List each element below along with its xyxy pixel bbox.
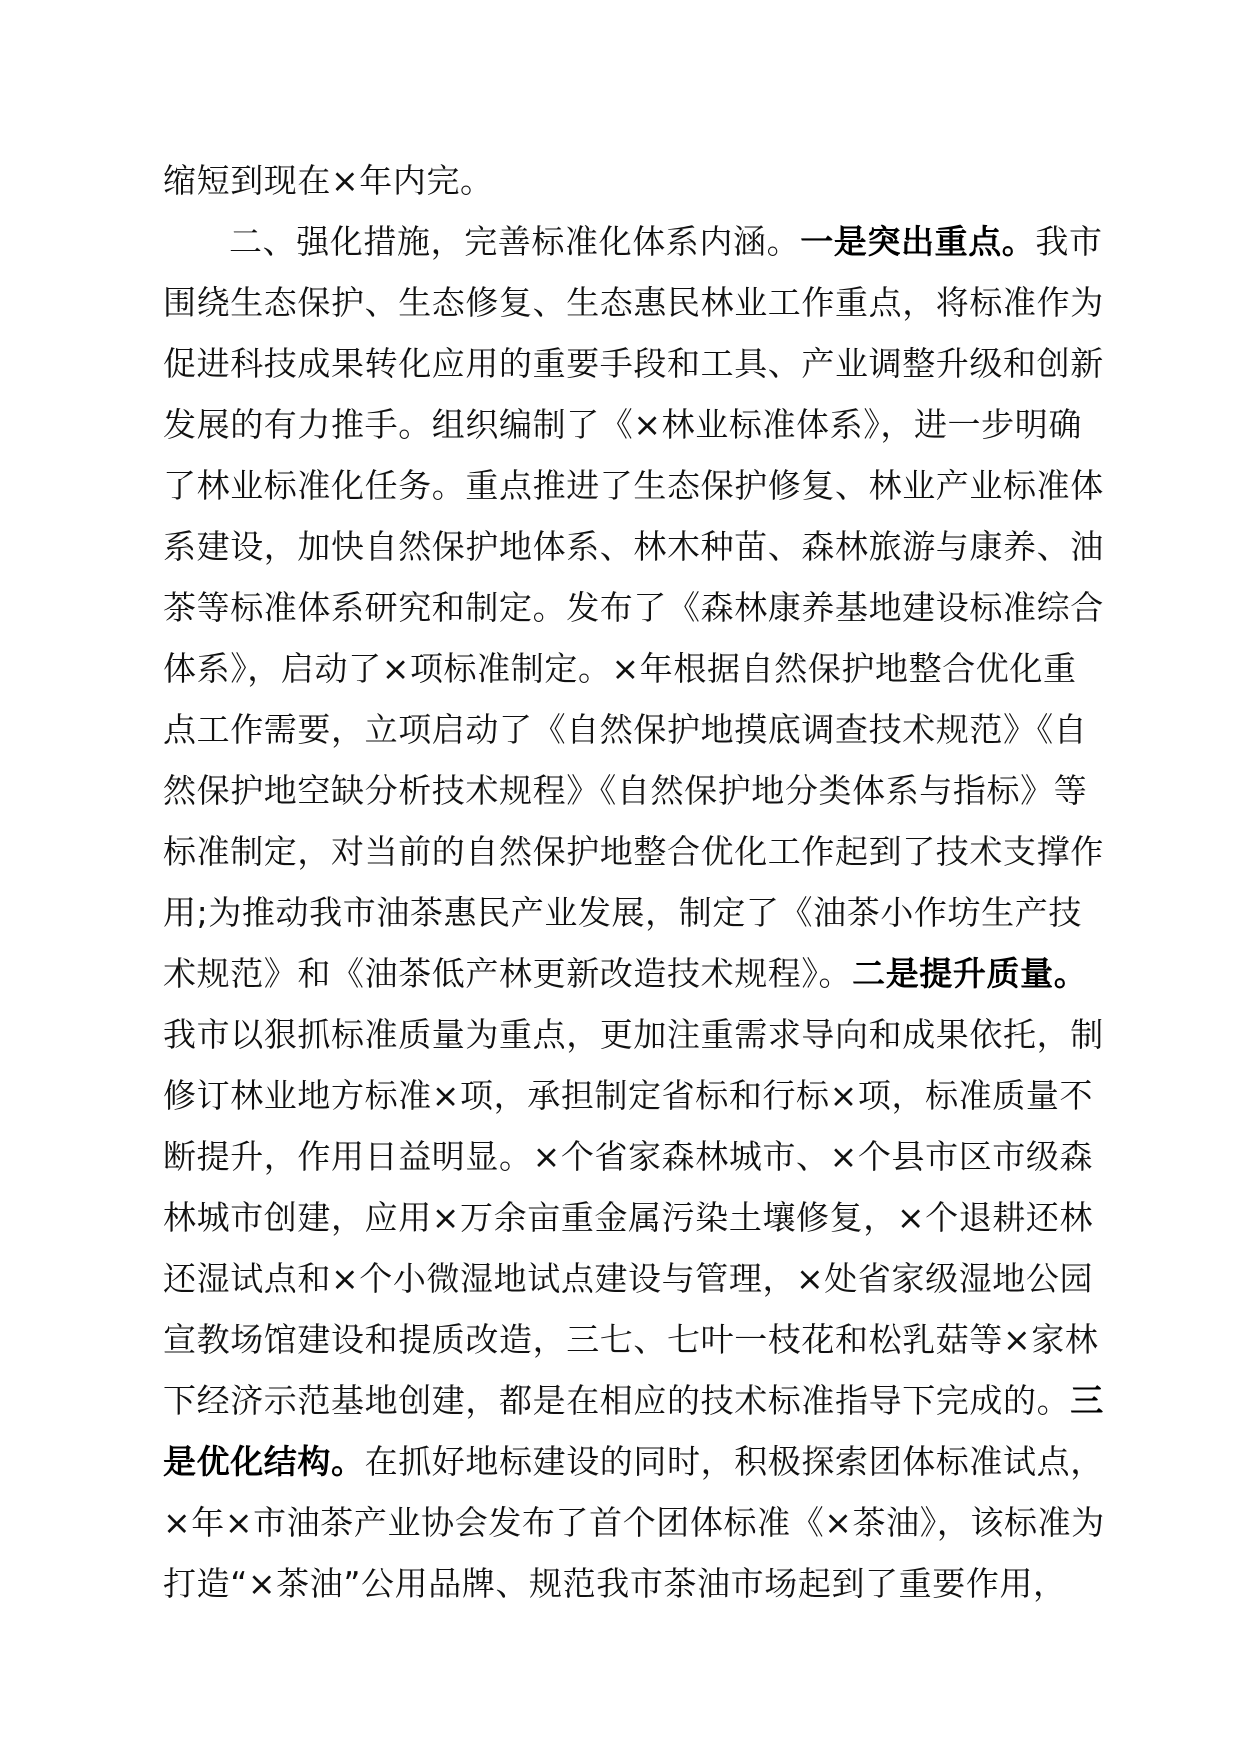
text-line-11 xyxy=(163,760,1108,821)
body-text xyxy=(163,150,1108,1614)
text-run: 点工作需要，立项启动了《自然保护地摸底调查技术规范》《自 xyxy=(163,710,1088,749)
text-line-20 xyxy=(163,1309,1108,1370)
text-line-17 xyxy=(163,1126,1108,1187)
text-line-13 xyxy=(163,882,1108,943)
text-line-8 xyxy=(163,577,1108,638)
text-run: 用;为推动我市油茶惠民产业发展，制定了《油茶小作坊生产技 xyxy=(163,893,1082,932)
text-run: 标准制定，对当前的自然保护地整合优化工作起到了技术支撑作 xyxy=(163,832,1104,871)
text-line-1 xyxy=(163,150,1108,211)
text-run: 发展的有力推手。组织编制了《×林业标准体系》，进一步明确 xyxy=(163,405,1082,444)
text-run: 促进科技成果转化应用的重要手段和工具、产业调整升级和创新 xyxy=(163,344,1104,383)
text-line-4 xyxy=(163,333,1108,394)
text-line-12 xyxy=(163,821,1108,882)
text-run: 术规范》和《油茶低产林更新改造技术规程》。 xyxy=(163,954,853,993)
text-run: 还湿试点和×个小微湿地试点建设与管理，×处省家级湿地公园 xyxy=(163,1259,1094,1298)
text-run: ×年×市油茶产业协会发布了首个团体标准《×茶油》，该标准为 xyxy=(163,1503,1105,1542)
text-line-6 xyxy=(163,455,1108,516)
text-run: 断提升，作用日益明显。×个省家森林城市、×个县市区市级森 xyxy=(163,1137,1094,1176)
text-run: 下经济示范基地创建，都是在相应的技术标准指导下完成的。 xyxy=(163,1381,1071,1420)
point-two-heading: 二是提升质量。 xyxy=(852,954,1088,993)
text-run: 林城市创建，应用×万余亩重金属污染土壤修复，×个退耕还林 xyxy=(163,1198,1094,1237)
text-line-7 xyxy=(163,516,1108,577)
text-line-16 xyxy=(163,1065,1108,1126)
text-line-18 xyxy=(163,1187,1108,1248)
text-run: 宣教场馆建设和提质改造，三七、七叶一枝花和松乳菇等×家林 xyxy=(163,1320,1099,1359)
text-run: 了林业标准化任务。重点推进了生态保护修复、林业产业标准体 xyxy=(163,466,1104,505)
text-run: 我市以狠抓标准质量为重点，更加注重需求导向和成果依托，制 xyxy=(163,1015,1104,1054)
text-run: 打造“×茶油”公用品牌、规范我市茶油市场起到了重要作用， xyxy=(163,1564,1067,1603)
text-run: 然保护地空缺分析技术规程》《自然保护地分类体系与指标》等 xyxy=(163,771,1088,810)
text-line-10 xyxy=(163,699,1108,760)
text-run: 在抓好地标建设的同时，积极探索团体标准试点， xyxy=(364,1442,1104,1481)
text-line-3 xyxy=(163,272,1108,333)
point-three-heading-start: 三 xyxy=(1070,1381,1104,1420)
text-line-22 xyxy=(163,1431,1108,1492)
paragraph-2-line-1 xyxy=(163,211,1108,272)
text-line-21 xyxy=(163,1370,1108,1431)
text-run: 缩短到现在×年内完。 xyxy=(163,161,494,200)
text-line-19 xyxy=(163,1248,1108,1309)
text-line-9 xyxy=(163,638,1108,699)
text-run: 修订林业地方标准×项，承担制定省标和行标×项，标准质量不 xyxy=(163,1076,1094,1115)
text-run: 茶等标准体系研究和制定。发布了《森林康养基地建设标准综合 xyxy=(163,588,1104,627)
text-line-5 xyxy=(163,394,1108,455)
text-run: 体系》，启动了×项标准制定。×年根据自然保护地整合优化重 xyxy=(163,649,1077,688)
text-line-24 xyxy=(163,1553,1108,1614)
point-one-heading: 一是突出重点。 xyxy=(800,222,1036,261)
text-run: 我市 xyxy=(1035,222,1103,261)
text-run: 系建设，加快自然保护地体系、林木种苗、森林旅游与康养、油 xyxy=(163,527,1104,566)
text-line-15 xyxy=(163,1004,1108,1065)
section-heading: 二、强化措施，完善标准化体系内涵。 xyxy=(229,222,801,261)
text-line-14 xyxy=(163,943,1108,1004)
text-line-23 xyxy=(163,1492,1108,1553)
point-three-heading-end: 是优化结构。 xyxy=(163,1442,365,1481)
text-run: 围绕生态保护、生态修复、生态惠民林业工作重点，将标准作为 xyxy=(163,283,1104,322)
